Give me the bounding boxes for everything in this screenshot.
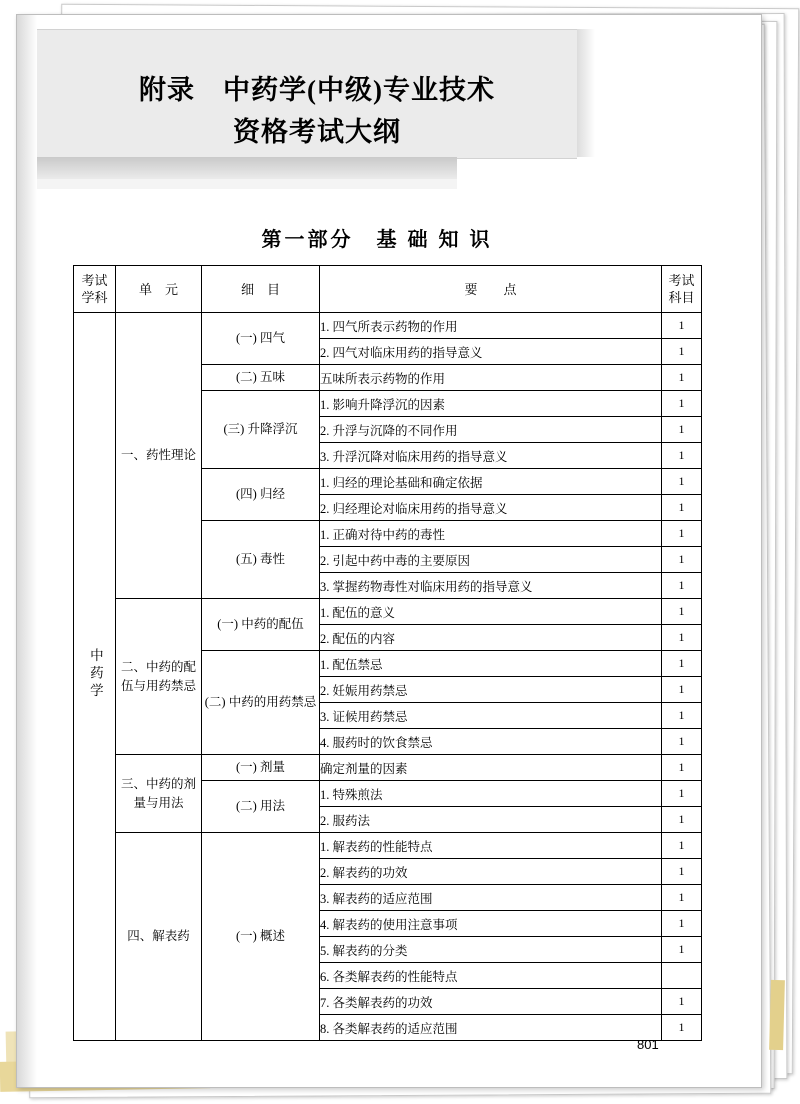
- table-cell-point: 5. 解表药的分类: [320, 937, 662, 963]
- table-cell-code: 1: [662, 573, 702, 599]
- table-cell-point: 6. 各类解表药的性能特点: [320, 963, 662, 989]
- table-cell-code: 1: [662, 313, 702, 339]
- table-cell-code: 1: [662, 417, 702, 443]
- table-cell-code: 1: [662, 365, 702, 391]
- table-cell-code: 1: [662, 885, 702, 911]
- table-cell-detail: (二) 用法: [202, 781, 320, 833]
- table-cell-code: 1: [662, 651, 702, 677]
- title-banner-tail-light: [37, 179, 457, 189]
- table-cell-point: 2. 解表药的功效: [320, 859, 662, 885]
- page-title: [57, 69, 577, 153]
- table-header-subject-line1: 考试: [81, 273, 108, 288]
- table-cell-code: 1: [662, 729, 702, 755]
- table-cell-code: 1: [662, 859, 702, 885]
- table-cell-code: 1: [662, 599, 702, 625]
- table-cell-point: 2. 引起中药中毒的主要原因: [320, 547, 662, 573]
- table-cell-code: 1: [662, 339, 702, 365]
- table-cell-unit: 三、中药的剂量与用法: [116, 755, 202, 833]
- table-cell-code: 1: [662, 495, 702, 521]
- table-header-unit: 单 元: [116, 266, 202, 313]
- table-cell-point: 2. 归经理论对临床用药的指导意义: [320, 495, 662, 521]
- table-cell-detail: (一) 概述: [202, 833, 320, 1041]
- table-cell-code: 1: [662, 833, 702, 859]
- table-header-code-line2: 科目: [668, 290, 695, 305]
- subject-label: 中药学: [87, 648, 103, 701]
- table-row: [74, 755, 702, 781]
- table-cell-code: 1: [662, 391, 702, 417]
- table-header-subject: [74, 266, 116, 313]
- table-row: [74, 599, 702, 625]
- page-edge-decoration: [769, 980, 785, 1050]
- table-cell-unit: 四、解表药: [116, 833, 202, 1041]
- table-row: [74, 313, 702, 339]
- table-cell-code: 1: [662, 807, 702, 833]
- table-cell-code: 1: [662, 625, 702, 651]
- table-cell-code: [662, 963, 702, 989]
- table-cell-unit: 二、中药的配伍与用药禁忌: [116, 599, 202, 755]
- table-cell-point: 3. 升浮沉降对临床用药的指导意义: [320, 443, 662, 469]
- table-cell-code: 1: [662, 911, 702, 937]
- document-page: [16, 14, 762, 1088]
- table-cell-point: 五味所表示药物的作用: [320, 365, 662, 391]
- table-header-code: [662, 266, 702, 313]
- table-cell-point: 1. 配伍禁忌: [320, 651, 662, 677]
- table-cell-point: 2. 妊娠用药禁忌: [320, 677, 662, 703]
- table-header-detail: 细 目: [202, 266, 320, 313]
- section-title: 第一部分 基 础 知 识: [261, 229, 493, 251]
- table-header-row: [74, 266, 702, 313]
- table-cell-point: 3. 掌握药物毒性对临床用药的指导意义: [320, 573, 662, 599]
- table-cell-code: 1: [662, 703, 702, 729]
- table-cell-code: 1: [662, 547, 702, 573]
- title-banner-shade: [577, 29, 595, 157]
- book-binding-shadow: [17, 15, 37, 1087]
- table-cell-detail: (一) 剂量: [202, 755, 320, 781]
- table-cell-point: 1. 正确对待中药的毒性: [320, 521, 662, 547]
- table-cell-point: 8. 各类解表药的适应范围: [320, 1015, 662, 1041]
- table-cell-code: 1: [662, 443, 702, 469]
- table-cell-point: 1. 影响升降浮沉的因素: [320, 391, 662, 417]
- table-cell-point: 1. 配伍的意义: [320, 599, 662, 625]
- page-title-line1: 附录 中药学(中级)专业技术: [139, 75, 495, 105]
- table-header-code-line1: 考试: [668, 273, 695, 288]
- table-cell-detail: (二) 中药的用药禁忌: [202, 651, 320, 755]
- table-cell-code: 1: [662, 1015, 702, 1041]
- table-cell-code: 1: [662, 937, 702, 963]
- table-header-subject-line2: 学科: [81, 290, 108, 305]
- title-banner-tail: [37, 157, 457, 179]
- table-cell-detail: (四) 归经: [202, 469, 320, 521]
- table-cell-detail: (五) 毒性: [202, 521, 320, 599]
- table-cell-point: 1. 解表药的性能特点: [320, 833, 662, 859]
- table-body: [74, 313, 702, 1041]
- table-cell-point: 2. 配伍的内容: [320, 625, 662, 651]
- page-number: 801: [637, 1037, 659, 1052]
- table-cell-point: 2. 服药法: [320, 807, 662, 833]
- table-cell-point: 4. 解表药的使用注意事项: [320, 911, 662, 937]
- table-cell-unit: 一、药性理论: [116, 313, 202, 599]
- page-title-line2: 资格考试大纲: [233, 117, 401, 147]
- table-cell-detail: (一) 中药的配伍: [202, 599, 320, 651]
- table-cell-point: 7. 各类解表药的功效: [320, 989, 662, 1015]
- table-cell-point: 1. 特殊煎法: [320, 781, 662, 807]
- table-cell-detail: (二) 五味: [202, 365, 320, 391]
- table-cell-code: 1: [662, 989, 702, 1015]
- table-cell-code: 1: [662, 755, 702, 781]
- table-cell-point: 确定剂量的因素: [320, 755, 662, 781]
- table-header-points: 要 点: [320, 266, 662, 313]
- table-cell-code: 1: [662, 677, 702, 703]
- table-cell-point: 3. 证候用药禁忌: [320, 703, 662, 729]
- syllabus-table: [73, 265, 702, 1041]
- table-cell-point: 1. 四气所表示药物的作用: [320, 313, 662, 339]
- table-cell-point: 2. 四气对临床用药的指导意义: [320, 339, 662, 365]
- table-cell-code: 1: [662, 521, 702, 547]
- table-cell-detail: (三) 升降浮沉: [202, 391, 320, 469]
- table-cell-detail: (一) 四气: [202, 313, 320, 365]
- table-cell-code: 1: [662, 781, 702, 807]
- table-cell-subject: [74, 313, 116, 1041]
- table-cell-point: 1. 归经的理论基础和确定依据: [320, 469, 662, 495]
- table-cell-point: 4. 服药时的饮食禁忌: [320, 729, 662, 755]
- table-cell-point: 3. 解表药的适应范围: [320, 885, 662, 911]
- table-row: [74, 833, 702, 859]
- table-cell-code: 1: [662, 469, 702, 495]
- table-cell-point: 2. 升浮与沉降的不同作用: [320, 417, 662, 443]
